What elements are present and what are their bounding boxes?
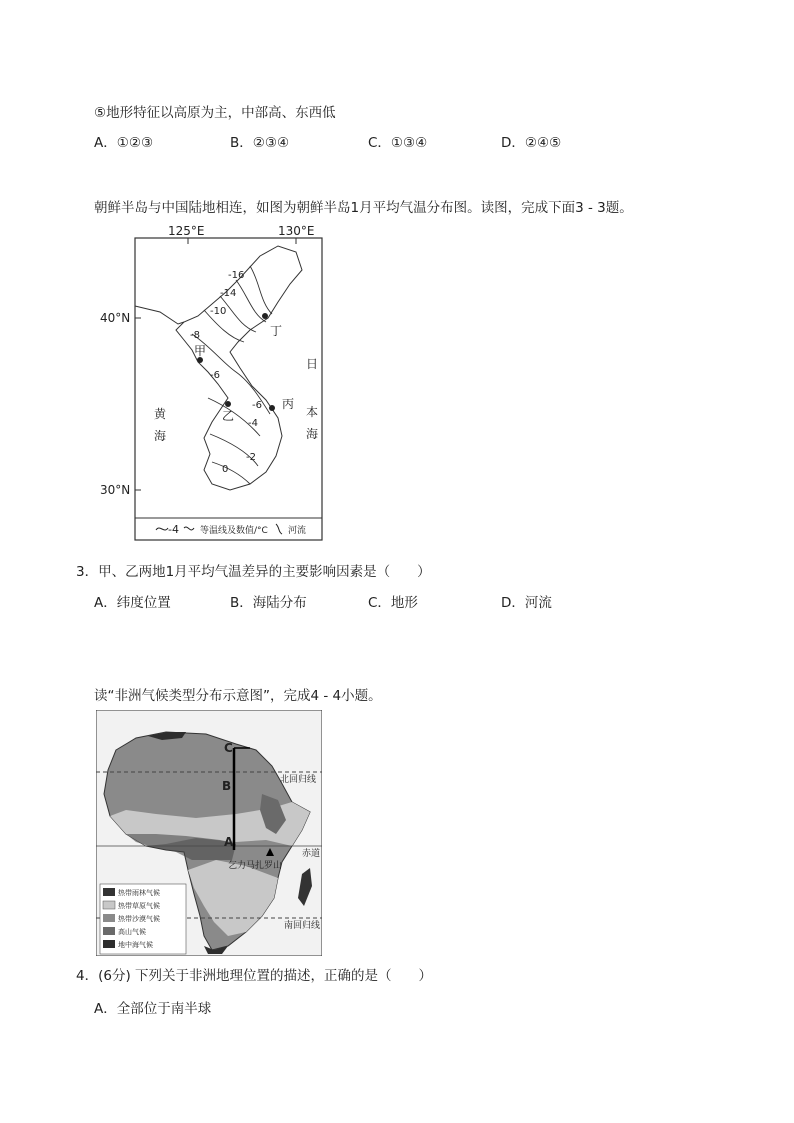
place-bing: 丙 [282, 397, 295, 411]
tropic-south-label: 南回归线 [284, 921, 321, 931]
africa-climate-map [96, 710, 322, 956]
place-ding: 丁 [270, 324, 283, 338]
q3-stem: 3．甲、乙两地1月平均气温差异的主要影响因素是（ ） [76, 564, 431, 580]
option-c[interactable]: C．①③④ [368, 135, 428, 151]
q3-option-c[interactable]: C．地形 [368, 595, 418, 611]
legend-desert: 热带沙漠气候 [118, 915, 160, 923]
sea-japan-2: 本 [306, 405, 319, 419]
lon-125-label: 125°E [168, 224, 205, 238]
tropic-north-label: 北回归线 [280, 775, 317, 785]
point-yi [225, 401, 231, 407]
iso-label: -2 [246, 452, 256, 463]
place-yi: 乙 [222, 409, 235, 423]
mountain-label: 乞力马扎罗山 [228, 861, 283, 871]
point-ding [262, 313, 268, 319]
lon-130-label: 130°E [278, 224, 315, 238]
sea-yellow-1: 黄 [154, 407, 167, 421]
iso-label: -6 [210, 370, 220, 381]
legend-swatch-rainforest [103, 888, 115, 896]
label-b: B [222, 779, 232, 793]
option-a[interactable]: A．①②③ [94, 135, 154, 151]
lat-30-label: 30°N [100, 483, 131, 497]
legend-savanna: 热带草原气候 [118, 902, 160, 910]
legend-iso-value: -4 [168, 523, 179, 536]
q3-option-a[interactable]: A．纬度位置 [94, 595, 171, 611]
iso-label: -4 [248, 418, 258, 429]
iso-label: -8 [190, 330, 200, 341]
korea-temperature-map [100, 222, 330, 542]
legend-rainforest: 热带雨林气候 [118, 889, 160, 897]
iso-label: -10 [210, 306, 227, 317]
iso-label: -16 [228, 270, 245, 281]
lat-40-label: 40°N [100, 311, 131, 325]
sea-yellow-2: 海 [154, 429, 167, 443]
option-d[interactable]: D．②④⑤ [501, 135, 562, 151]
iso-label: 0 [222, 464, 229, 475]
legend-swatch-mediterranean [103, 940, 115, 948]
option-b[interactable]: B．②③④ [230, 135, 290, 151]
q3-option-d[interactable]: D．河流 [501, 595, 552, 611]
legend-swatch-savanna [103, 901, 115, 909]
iso-label: -14 [220, 288, 237, 299]
legend-highland: 高山气候 [118, 928, 146, 936]
legend-iso-text: 等温线及数值/°C [200, 526, 268, 536]
equator-label: 赤道 [302, 849, 321, 859]
q4-option-a[interactable]: A．全部位于南半球 [94, 1001, 212, 1017]
korea-intro: 朝鲜半岛与中国陆地相连，如图为朝鲜半岛1月平均气温分布图。读图，完成下面3 - 3题。 [94, 200, 633, 216]
sea-japan-3: 海 [306, 427, 319, 441]
legend-mediterranean: 地中海气候 [118, 941, 153, 949]
q4-stem: 4．(6分) 下列关于非洲地理位置的描述，正确的是（ ） [76, 968, 433, 984]
point-bing [269, 405, 275, 411]
place-jia: 甲 [194, 344, 207, 358]
legend-river: 河流 [288, 526, 307, 536]
label-c: C [224, 741, 233, 755]
q3-option-b[interactable]: B．海陆分布 [230, 595, 307, 611]
legend-swatch-desert [103, 914, 115, 922]
label-a: A [224, 835, 234, 849]
item-5-text: ⑤地形特征以高原为主，中部高、东西低 [94, 105, 336, 121]
sea-japan-1: 日 [306, 357, 319, 371]
legend-swatch-highland [103, 927, 115, 935]
africa-intro: 读“非洲气候类型分布示意图”，完成4 - 4小题。 [94, 688, 382, 704]
iso-label: -6 [252, 400, 262, 411]
